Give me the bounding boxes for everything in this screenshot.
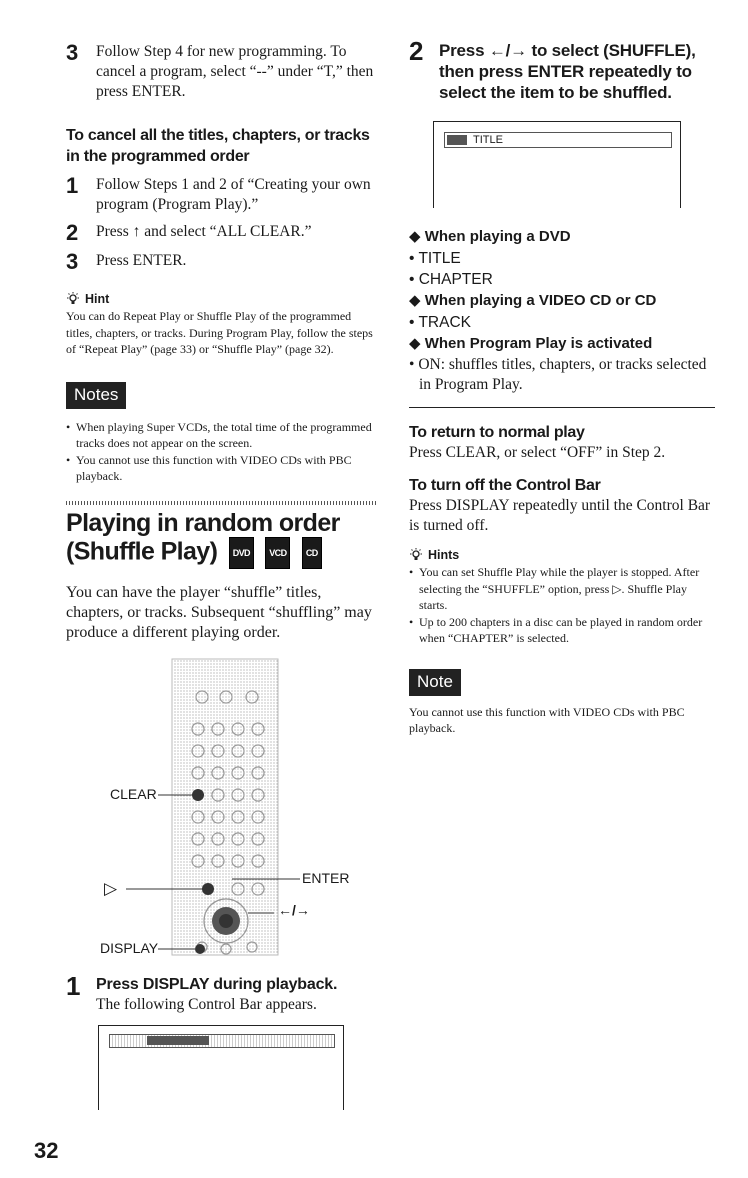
title-label: TITLE [473,134,503,146]
cd-badge: CD [302,537,322,569]
option-track-label: TRACK [418,314,471,331]
hint-heading [66,292,378,306]
step-number: 3 [66,40,79,65]
step-text: The following Control Bar appears. [96,995,317,1013]
turnoff-text: Press DISPLAY repeatedly until the Control Bar is turned off. [409,497,711,534]
control-bar [109,1034,335,1048]
group-vcd-heading: ◆ When playing a VIDEO CD or CD [409,292,657,309]
page-number: 32 [34,1138,59,1163]
group-program-heading: ◆ When Program Play is activated [409,335,653,352]
step-3-program [66,42,378,102]
cancel-step-3 [66,251,378,273]
display-label: DISPLAY [100,939,159,956]
title-bar [444,132,672,148]
remote-control-icon [66,657,378,957]
right-column [409,36,715,737]
group-dvd-label: When playing a DVD [424,228,571,245]
step-number: 1 [66,173,79,198]
step-text: Follow Step 4 for new programming. To cancel a program, select “--” under “T,” then press ENTER. [96,43,374,100]
option-chapter-label: CHAPTER [418,271,493,288]
step-heading: Press DISPLAY during playback. [96,975,338,993]
option-track: • TRACK [409,314,471,331]
option-title-label: TITLE [418,250,461,267]
shuffle-icon [447,135,467,145]
clear-label: CLEAR [110,785,157,802]
turnoff-heading: To turn off the Control Bar [409,477,601,494]
option-chapter: • CHAPTER [409,271,493,288]
cancel-step-2 [66,222,378,244]
hint-text: You can do Repeat Play or Shuffle Play of the programmed titles, chapters, or tracks. During Program Play, follow the steps of “Repeat Play” (page 33) or “Shuffle Play” (page 32). [66,309,373,356]
hint-label: Hint [85,292,110,306]
step-number: 3 [66,249,79,274]
step-1-display [66,970,378,1015]
group-program-label: When Program Play is activated [424,335,653,352]
hints-heading [409,548,715,562]
section-title-text: Playing in random order (Shuffle Play) [66,508,340,566]
note-text: You cannot use this function with VIDEO CDs with PBC playback. [409,704,685,735]
section-title [66,509,378,569]
hints-list [409,564,715,647]
step-number: 2 [66,220,79,245]
step-text: Press ENTER. [96,252,187,269]
step-text: Follow Steps 1 and 2 of “Creating your own program (Program Play).” [96,176,371,213]
notes-label: Notes [66,382,126,409]
hint-item: • You can set Shuffle Play while the player is stopped. After selecting the “SHUFFLE” option, press ▷. Shuffle Play starts. [409,564,715,614]
step-heading: Press ←/→ to select (SHUFFLE), then press ENTER repeatedly to select the item to be shuffled. [439,41,696,102]
remote-illustration [66,657,378,957]
step-2-shuffle [409,36,715,103]
enter-label: ENTER [302,869,350,886]
dvd-badge: DVD [229,537,254,569]
lightbulb-icon [66,292,80,306]
left-column [66,42,378,1110]
notes-list [66,419,378,485]
return-heading: To return to normal play [409,424,585,441]
return-text: Press CLEAR, or select “OFF” in Step 2. [409,444,666,461]
option-on-label: ON: shuffles titles, chapters, or tracks selected in Program Play. [418,356,707,393]
shuffle-intro: You can have the player “shuffle” titles, chapters, or tracks. Subsequent “shuffling” may produce a different playing order. [66,583,372,641]
cancel-step-1 [66,175,378,215]
cancel-heading: To cancel all the titles, chapters, or tracks in the programmed order [66,127,370,165]
step-number: 1 [66,970,81,1001]
arrows-label: ←/→ [278,901,310,918]
hints-label: Hints [428,548,460,562]
hint-item: • Up to 200 chapters in a disc can be played in random order when “CHAPTER” is selected. [409,614,715,647]
group-dvd-heading: ◆ When playing a DVD [409,228,571,245]
shuffle-icon [147,1036,209,1045]
control-bar-screen [98,1025,344,1110]
option-title: • TITLE [409,250,461,267]
option-on: • ON: shuffles titles, chapters, or tracks selected in Program Play. [409,356,707,393]
note-item: • You cannot use this function with VIDEO CDs with PBC playback. [66,452,378,485]
lightbulb-icon [409,548,423,562]
play-label: ▷ [104,878,118,898]
step-number: 2 [409,36,424,66]
note-item: • When playing Super VCDs, the total time of the programmed tracks does not appear on the screen. [66,419,378,452]
title-screen [433,121,681,208]
step-text: Press ↑ and select “ALL CLEAR.” [96,223,312,240]
group-vcd-label: When playing a VIDEO CD or CD [424,292,657,309]
note-label: Note [409,669,461,696]
vcd-badge: VCD [265,537,290,569]
